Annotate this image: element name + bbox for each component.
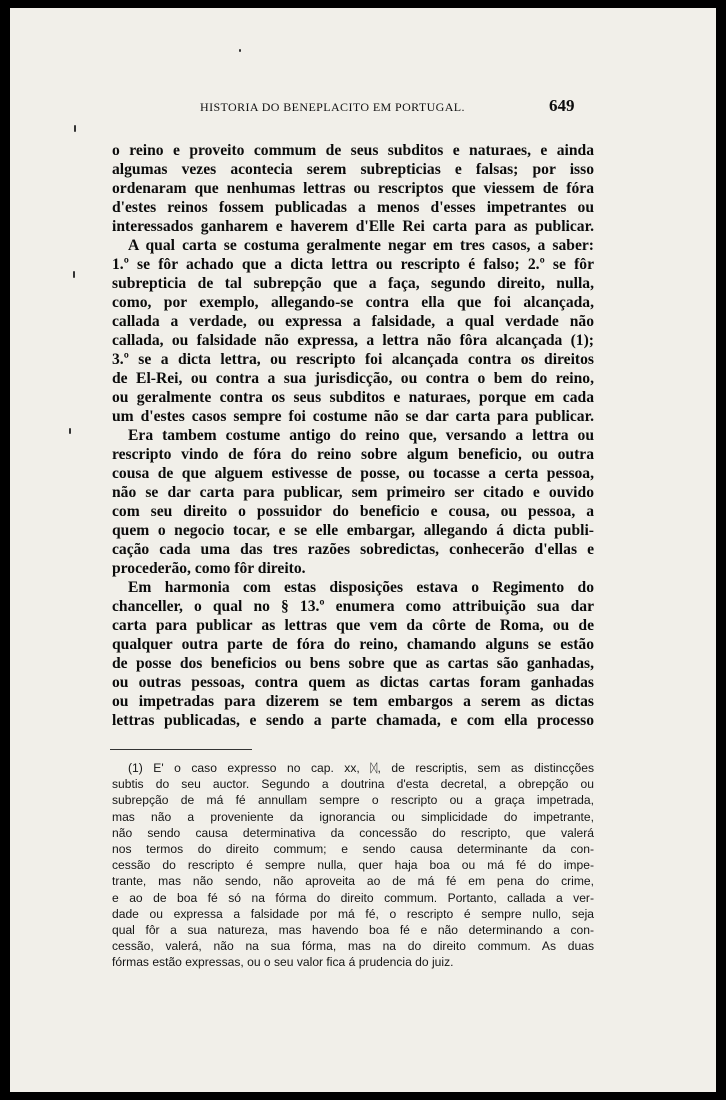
text-line: cação cada uma das tres razões sobredictas, conhecerão d'ellas e xyxy=(112,541,594,558)
footnote-line: cessão, valerá, não na sua fórma, mas na do direito commum. As duas xyxy=(112,939,594,954)
text-line: 3.º se a dicta lettra, ou rescripto foi alcançada contra os direitos xyxy=(112,351,594,368)
text-line: rescripto vindo de fóra do reino sobre algum beneficio, ou outra xyxy=(112,446,594,463)
main-text xyxy=(112,141,594,730)
text-line: ordenaram que nenhumas lettras ou rescriptos que viessem de fóra xyxy=(112,180,594,197)
margin-mark xyxy=(239,49,241,52)
footnote-line: subrepção de má fé annullam sempre o rescripto ou a graça impetrada, xyxy=(112,793,594,808)
footnote-divider xyxy=(110,749,252,750)
footnote-line: cessão do rescripto é sempre nulla, quer haja boa ou má fé do impe- xyxy=(112,858,594,873)
text-line: ou impetradas para dizerem se tem embargos a serem as dictas xyxy=(112,693,594,710)
header-title: HISTORIA DO BENEPLACITO EM PORTUGAL. xyxy=(200,100,465,114)
text-line: cousa de que alguem estivesse de posse, ou tocasse a certa pessoa, xyxy=(112,465,594,482)
text-line: como, por exemplo, allegando-se contra ella que foi alcançada, xyxy=(112,294,594,311)
footnote-block xyxy=(112,760,594,970)
footnote-line: (1) E' o caso expresso no cap. xx, ᛞ, de rescriptis, sem as distincções xyxy=(128,761,594,775)
text-line: chanceller, o qual no § 13.º enumera como attribuição sua dar xyxy=(112,598,594,615)
text-line: ou geralmente contra os seus subditos e naturaes, porque em cada xyxy=(112,389,594,406)
text-line: subrepticia de tal subrepção que a faça, segundo direito, nulla, xyxy=(112,275,594,292)
footnote-line: e ao de boa fé só na fórma do direito commum. Portanto, callada a ver- xyxy=(112,890,594,905)
text-line: o reino e proveito commum de seus subditos e naturaes, e ainda xyxy=(112,142,594,159)
text-line: callada, ou falsidade não expressa, a lettra não fôra alcançada (1); xyxy=(112,332,594,349)
footnote-line: qual fôr a sua natureza, mas havendo boa fé e não determinando a con- xyxy=(112,922,594,937)
text-line: interessados ganharem e haverem d'Elle Rei carta para as publicar. xyxy=(112,218,594,235)
text-line: algumas vezes acontecia serem subrepticias e falsas; por isso xyxy=(112,161,594,178)
text-line: de posse dos beneficios ou bens sobre que as cartas são ganhadas, xyxy=(112,655,594,672)
text-line: de El-Rei, ou contra a sua jurisdicção, ou contra o bem do reino, xyxy=(112,370,594,387)
footnote-line: subtis do seu auctor. Segundo a doutrina d'esta decretal, a obrepção ou xyxy=(112,777,594,792)
text-line: ou outras pessoas, contra quem as dictas cartas foram ganhadas xyxy=(112,674,594,691)
text-line: com seu direito o possuidor do beneficio e cousa, ou pessoa, a xyxy=(112,503,594,520)
text-line: A qual carta se costuma geralmente negar em tres casos, a saber: xyxy=(128,237,594,254)
running-header xyxy=(10,96,716,124)
margin-mark xyxy=(73,271,75,278)
footnote-line: fórmas estão expressas, ou o seu valor fica á prudencia do juiz. xyxy=(112,955,454,970)
text-line: quem o negocio tocar, e se elle embargar, allegando á dicta publi- xyxy=(112,522,594,539)
page-number: 649 xyxy=(549,96,575,115)
text-line: d'estes reinos fossem publicadas a menos d'esses impetrantes ou xyxy=(112,199,594,216)
text-line: carta para publicar as lettras que vem da côrte de Roma, ou de xyxy=(112,617,594,634)
text-line: Era tambem costume antigo do reino que, versando a lettra ou xyxy=(128,427,594,444)
text-line: callada a verdade, ou expressa a falsidade, a qual verdade não xyxy=(112,313,594,330)
text-line: 1.º se fôr achado que a dicta lettra ou rescripto é falso; 2.º se fôr xyxy=(112,256,594,273)
footnote-line: mas não a proveniente da ignorancia ou simplicidade do impetrante, xyxy=(112,809,594,824)
text-line: qualquer outra parte de fóra do reino, chamando alguns se estão xyxy=(112,636,594,653)
margin-mark xyxy=(69,428,71,434)
footnote-line: não sendo causa determinativa da concessão do rescripto, que valerá xyxy=(112,825,594,840)
text-line: não se dar carta para publicar, sem primeiro ser citado e ouvido xyxy=(112,484,594,501)
text-line: lettras publicadas, e sendo a parte chamada, e com ella processo xyxy=(112,712,594,729)
book-page xyxy=(10,8,716,1092)
footnote-line: trante, mas não sendo, não aproveita ao de má fé em pena do crime, xyxy=(112,874,594,889)
margin-mark xyxy=(74,125,76,132)
footnote-line: dade ou expressa a falsidade por má fé, o rescripto é sempre nullo, seja xyxy=(112,906,594,921)
text-line: um d'estes casos sempre foi costume não se dar carta para publicar. xyxy=(112,408,594,425)
text-line: Em harmonia com estas disposições estava o Regimento do xyxy=(128,579,594,596)
text-line: procederão, como fôr direito. xyxy=(112,560,306,577)
footnote-line: nos termos do direito commum; e sendo causa determinante da con- xyxy=(112,841,594,856)
